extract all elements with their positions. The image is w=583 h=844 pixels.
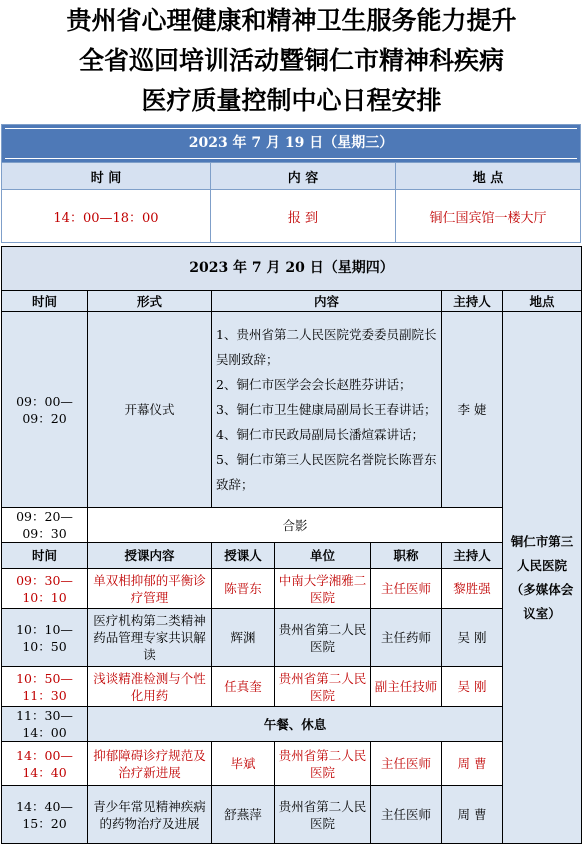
- lecture-title: 主任医师: [371, 742, 442, 786]
- day2-header-place: 地点: [503, 291, 582, 312]
- lecture-header-time: 时间: [2, 543, 88, 569]
- lecture-host: 周 曹: [442, 786, 503, 844]
- lunch-time: 11：30—14：00: [2, 707, 88, 742]
- day1-header-time: 时 间: [2, 163, 211, 190]
- lecture-title: 主任医师: [371, 786, 442, 844]
- day2-date: 2023 年 7 月 20 日（星期四）: [2, 247, 582, 291]
- page-title: [0, 0, 583, 123]
- lecture-topic: 浅谈精准检测与个性化用药: [88, 667, 212, 707]
- day1-time: 14：00—18：00: [2, 190, 211, 243]
- lecture-row: [2, 667, 582, 707]
- day1-header-content: 内 容: [211, 163, 396, 190]
- photo-time: 09：20—09：30: [2, 508, 88, 543]
- lecture-speaker: 辉渊: [212, 609, 275, 667]
- lecture-unit: 贵州省第二人民医院: [275, 609, 371, 667]
- opening-item: 4、铜仁市民政局副局长潘煊霖讲话；: [216, 427, 424, 442]
- lecture-header-speaker: 授课人: [212, 543, 275, 569]
- venue: 铜仁市第三人民医院（多媒体会议室）: [503, 312, 582, 844]
- lecture-row: [2, 609, 582, 667]
- lecture-row: [2, 786, 582, 844]
- lecture-speaker: 任真奎: [212, 667, 275, 707]
- day1-header-place: 地 点: [396, 163, 581, 190]
- lecture-title: 主任医师: [371, 569, 442, 609]
- lecture-host: 周 曹: [442, 742, 503, 786]
- day2-header-time: 时间: [2, 291, 88, 312]
- lecture-header-unit: 单位: [275, 543, 371, 569]
- lecture-topic: 抑郁障碍诊疗规范及治疗新进展: [88, 742, 212, 786]
- lecture-topic: 医疗机构第二类精神药品管理专家共识解读: [88, 609, 212, 667]
- lecture-unit: 贵州省第二人民医院: [275, 786, 371, 844]
- title-line-3: 医疗质量控制中心日程安排: [141, 86, 442, 115]
- lecture-speaker: 陈晋东: [212, 569, 275, 609]
- opening-host: 李 婕: [442, 312, 503, 508]
- lecture-header-title: 职称: [371, 543, 442, 569]
- lecture-speaker: 舒燕萍: [212, 786, 275, 844]
- lecture-time: 10：10—10：50: [2, 609, 88, 667]
- opening-items: [212, 312, 442, 508]
- day2-header-content: 内容: [212, 291, 442, 312]
- day1-place: 铜仁国宾馆一楼大厅: [396, 190, 581, 243]
- lecture-row: [2, 742, 582, 786]
- title-line-2: 全省巡回培训活动暨铜仁市精神科疾病: [78, 46, 504, 75]
- lecture-topic: 青少年常见精神疾病的药物治疗及进展: [88, 786, 212, 844]
- lecture-time: 14：40—15：20: [2, 786, 88, 844]
- opening-item: 3、铜仁市卫生健康局副局长王春讲话；: [216, 402, 437, 417]
- opening-item: 1、贵州省第二人民医院党委委员副院长吴刚致辞；: [216, 327, 437, 367]
- lecture-header-topic: 授课内容: [88, 543, 212, 569]
- lecture-host: 黎胜强: [442, 569, 503, 609]
- opening-form: 开幕仪式: [88, 312, 212, 508]
- lecture-header-host: 主持人: [442, 543, 503, 569]
- day1-date-bar: [2, 125, 581, 163]
- opening-item: 2、铜仁市医学会会长赵胜芬讲话；: [216, 377, 412, 392]
- day2-header-host: 主持人: [442, 291, 503, 312]
- day2-table: [1, 246, 582, 844]
- lecture-title: 副主任技师: [371, 667, 442, 707]
- day2-header-form: 形式: [88, 291, 212, 312]
- lecture-unit: 贵州省第二人民医院: [275, 667, 371, 707]
- title-line-1: 贵州省心理健康和精神卫生服务能力提升: [66, 6, 517, 35]
- lecture-title: 主任药师: [371, 609, 442, 667]
- lecture-topic: 单双相抑郁的平衡诊疗管理: [88, 569, 212, 609]
- opening-item: 5、铜仁市第三人民医院名誉院长陈晋东致辞；: [216, 452, 437, 492]
- day1-date: 2023 年 7 月 19 日（星期三）: [188, 135, 394, 151]
- lecture-unit: 中南大学湘雅二医院: [275, 569, 371, 609]
- day1-table: [1, 124, 581, 243]
- opening-time: 09：00—09：20: [2, 312, 88, 508]
- day1-content: 报 到: [211, 190, 396, 243]
- lecture-time: 14：00—14：40: [2, 742, 88, 786]
- photo-content: 合影: [88, 508, 503, 543]
- lecture-unit: 贵州省第二人民医院: [275, 742, 371, 786]
- lunch-content: 午餐、休息: [88, 707, 503, 742]
- lecture-time: 10：50—11：30: [2, 667, 88, 707]
- lecture-host: 吴 刚: [442, 667, 503, 707]
- lecture-host: 吴 刚: [442, 609, 503, 667]
- lecture-row: [2, 569, 582, 609]
- lecture-speaker: 毕斌: [212, 742, 275, 786]
- lecture-time: 09：30—10：10: [2, 569, 88, 609]
